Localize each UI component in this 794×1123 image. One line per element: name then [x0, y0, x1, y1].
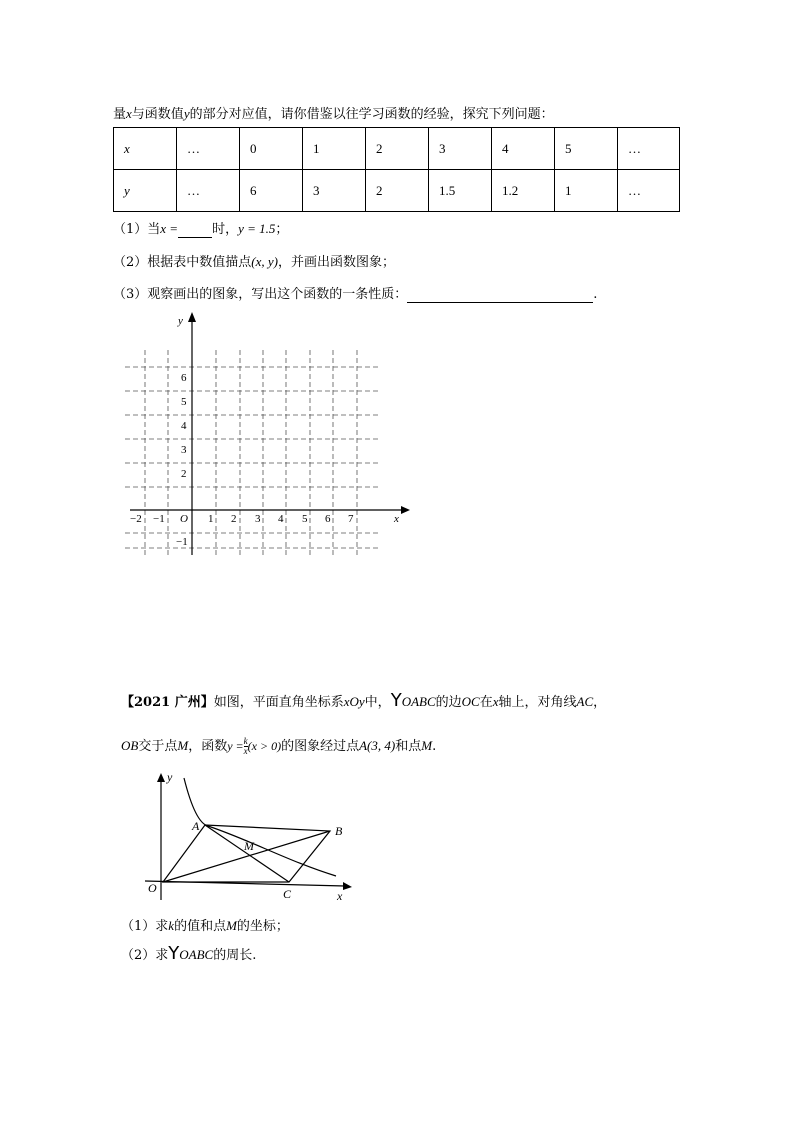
answer-blank[interactable]: [407, 286, 593, 303]
problem-text: 如图，平面直角坐标系: [213, 695, 344, 710]
problem-text: 中，: [364, 695, 391, 710]
question-text: （2）求: [121, 948, 169, 963]
hyperbola-curve: [184, 778, 336, 876]
table-cell: …: [618, 128, 680, 170]
y-axis-label: y: [178, 315, 183, 327]
var-x: x: [492, 694, 499, 709]
table-cell: 3: [429, 128, 492, 170]
table-cell: …: [177, 128, 240, 170]
var-x: x =: [160, 221, 179, 236]
question-text: 的值和点: [174, 919, 227, 934]
segment-name: OC: [461, 694, 480, 709]
condition: (x > 0): [247, 739, 282, 753]
x-tick-label: −2: [130, 513, 142, 525]
y-axis-arrow-icon: [157, 773, 165, 782]
y-tick-label: 2: [181, 468, 187, 480]
shape-name: OABC: [401, 694, 436, 709]
var-k: k: [168, 918, 175, 933]
point-name: M: [421, 738, 433, 753]
table-cell: 0: [240, 128, 303, 170]
x-tick-label: 5: [302, 513, 308, 525]
var-x: x: [126, 106, 132, 121]
table-cell: 1.2: [492, 170, 555, 212]
question-2: [113, 254, 395, 271]
question-text: （1）当: [113, 222, 161, 237]
table-cell: 1: [303, 128, 366, 170]
table-cell: …: [618, 170, 680, 212]
table-cell: 3: [303, 170, 366, 212]
question-text: ；: [275, 222, 289, 237]
intro-text: 与函数值: [131, 107, 184, 122]
problem-text: ，函数: [188, 739, 228, 754]
equation: y = 1.5: [238, 221, 276, 236]
question-text: （2）根据表中数值描点: [113, 255, 252, 270]
question-text: 时，: [212, 222, 239, 237]
y-axis-arrow-icon: [188, 312, 196, 322]
coordinate-grid: [120, 310, 420, 555]
x-axis-label: x: [394, 513, 399, 525]
table-cell: 4: [492, 128, 555, 170]
point-name: M: [226, 918, 237, 933]
fraction-denominator: x: [243, 746, 248, 756]
table-row-x: [114, 128, 680, 170]
table-cell: 5: [555, 128, 618, 170]
table-cell: …: [177, 170, 240, 212]
intro-text: 的部分对应值，请你借鉴以往学习函数的经验，探究下列问题：: [189, 107, 554, 122]
table-cell: 2: [366, 170, 429, 212]
question-1: [113, 221, 288, 238]
point-notation: (x, y): [251, 254, 278, 269]
question-3: [113, 286, 597, 303]
point-c-label: C: [283, 887, 292, 901]
intro-text: 量: [113, 107, 127, 122]
x-axis-arrow-icon: [343, 882, 352, 890]
table-cell: 1.5: [429, 170, 492, 212]
segment-name: AC: [576, 694, 594, 709]
x-tick-label: 4: [278, 513, 284, 525]
parallelogram-icon: Y: [168, 943, 180, 964]
problem2-line1: [121, 690, 607, 711]
x-tick-label: 3: [255, 513, 261, 525]
problem-text: .: [432, 739, 437, 754]
table-row-y: [114, 170, 680, 212]
table-cell: 2: [366, 128, 429, 170]
source-tag: 【2021 广州】: [121, 695, 214, 710]
point-b-label: B: [335, 824, 343, 838]
point-name: M: [177, 738, 189, 753]
y-tick-label: −1: [176, 536, 188, 548]
shape-name: OABC: [179, 947, 214, 962]
table-cell: 1: [555, 170, 618, 212]
question-text: ，并画出函数图象；: [277, 255, 395, 270]
coord-system: xOy: [343, 694, 365, 709]
table-cell: y: [114, 170, 177, 212]
parallelogram-icon: Y: [390, 690, 402, 711]
answer-blank[interactable]: [178, 221, 212, 238]
fraction-numerator: k: [243, 736, 248, 746]
y-tick-label: 4: [181, 420, 187, 432]
problem-text: 轴上，对角线: [498, 695, 577, 710]
x-tick-label: 1: [208, 513, 214, 525]
problem2-question-2: [121, 943, 257, 964]
x-axis-arrow-icon: [401, 506, 410, 514]
point-a: A(3, 4): [359, 738, 396, 753]
point-m-label: M: [244, 839, 254, 853]
y-tick-label: 5: [181, 396, 187, 408]
y-tick-label: 3: [181, 444, 187, 456]
y-tick-label: 6: [181, 372, 187, 384]
point-a-label: A: [192, 819, 200, 833]
x-tick-label: 6: [325, 513, 331, 525]
question-text: 的坐标；: [236, 919, 289, 934]
segment-name: OB: [121, 738, 139, 753]
problem-text: ，: [593, 695, 607, 710]
origin-label: O: [180, 513, 188, 525]
parallelogram-figure: [140, 770, 360, 905]
question-text: 的周长.: [213, 948, 257, 963]
x-axis-label: x: [337, 889, 343, 903]
problem-text: 在: [479, 695, 493, 710]
x-tick-label: 7: [348, 513, 354, 525]
question-text: .: [593, 287, 598, 302]
table-cell: 6: [240, 170, 303, 212]
problem2-question-1: [121, 918, 289, 935]
x-tick-label: −1: [153, 513, 165, 525]
problem2-line2: [121, 734, 436, 759]
x-tick-label: 2: [231, 513, 237, 525]
value-table: [113, 127, 680, 212]
problem-text: 的边: [435, 695, 462, 710]
var-y: y: [183, 106, 190, 121]
origin-label: O: [148, 881, 157, 895]
problem-text: 的图象经过点: [281, 739, 360, 754]
problem-text: 和点: [395, 739, 422, 754]
problem1-intro: [113, 106, 554, 123]
equation: y =: [227, 739, 244, 753]
question-text: （1）求: [121, 919, 169, 934]
table-cell: x: [114, 128, 177, 170]
question-text: （3）观察画出的图象，写出这个函数的一条性质：: [113, 287, 408, 302]
problem-text: 交于点: [138, 739, 178, 754]
x-tick-labels: [130, 513, 354, 525]
y-axis-label: y: [167, 770, 173, 784]
